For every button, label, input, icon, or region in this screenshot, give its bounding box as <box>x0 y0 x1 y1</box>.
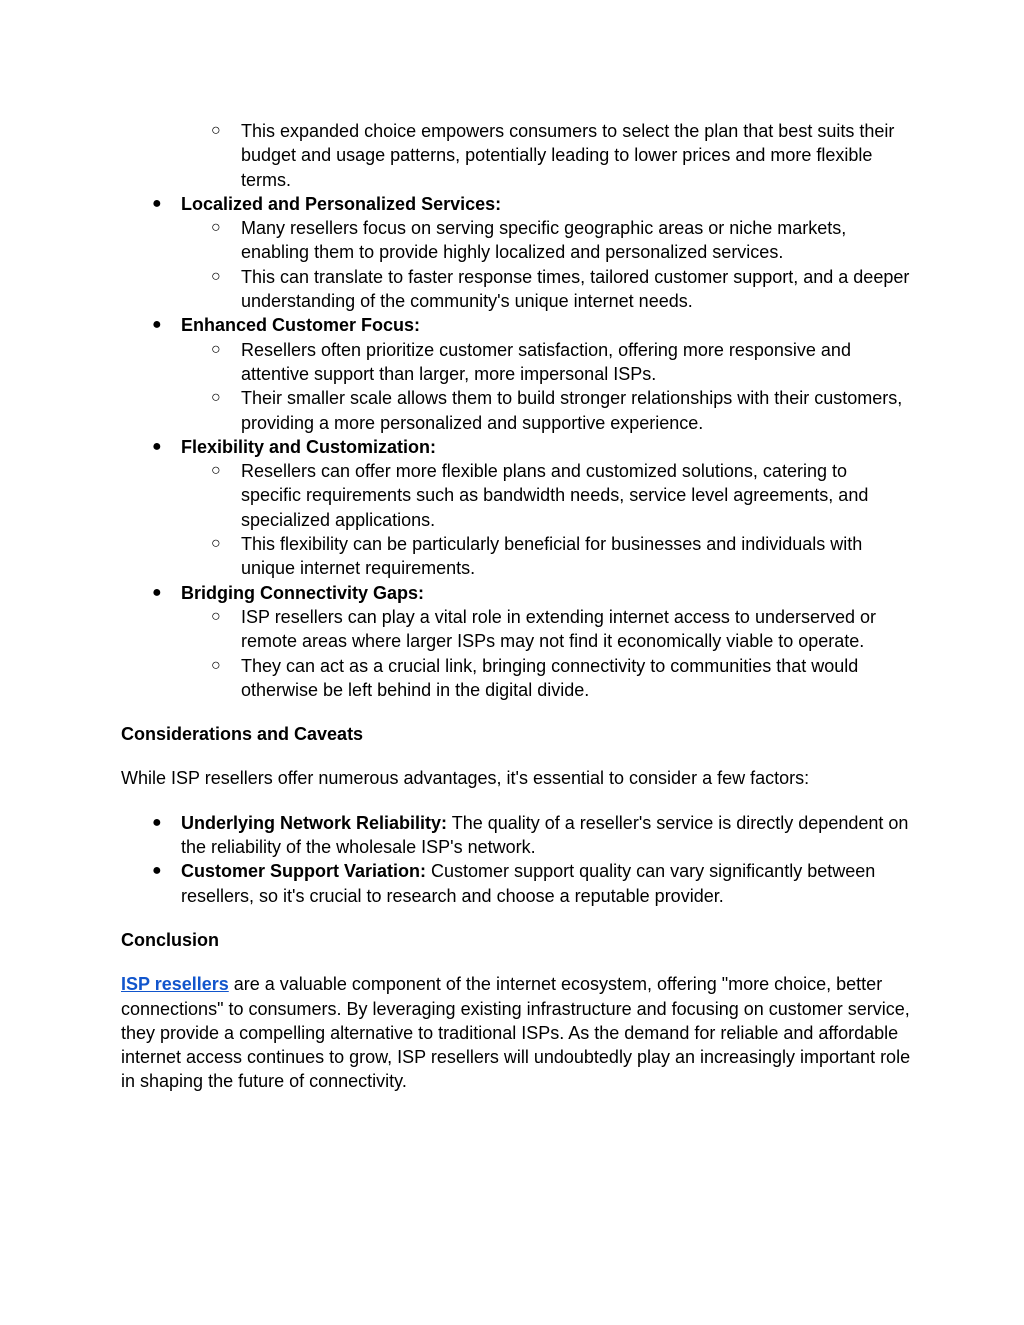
bullet-icon: ● <box>152 862 162 880</box>
benefit-title: Bridging Connectivity Gaps: <box>181 582 425 603</box>
conclusion-heading: Conclusion <box>121 929 219 950</box>
list-item <box>121 386 911 435</box>
bullet-icon: ● <box>152 813 162 831</box>
list-item <box>121 216 911 265</box>
list-item-text: This can translate to faster response times, tailored customer support, and a deeper understanding of the community's unique internet needs. <box>241 266 910 312</box>
hollow-bullet-icon: ○ <box>211 122 221 139</box>
benefit-title: Flexibility and Customization: <box>181 436 437 457</box>
list-item-text: Their smaller scale allows them to build stronger relationships with their customers, providing a more personalized and supportive experience. <box>241 388 903 433</box>
list-item <box>121 338 911 387</box>
benefit-title: Enhanced Customer Focus: <box>181 315 421 336</box>
hollow-bullet-icon: ○ <box>211 607 221 625</box>
considerations-intro: While ISP resellers offer numerous advantages, it's essential to consider a few factors: <box>121 768 810 789</box>
hollow-bullet-icon: ○ <box>211 656 221 674</box>
benefit-item <box>121 435 911 459</box>
list-item-text: Resellers can offer more flexible plans and customized solutions, catering to specific requirements such as bandwidth needs, service level agreements, and specialized applications. <box>241 461 869 530</box>
consideration-item <box>121 811 911 860</box>
list-item <box>121 459 911 532</box>
hollow-bullet-icon: ○ <box>211 219 221 237</box>
list-item-text: Many resellers focus on serving specific geographic areas or niche markets, enabling them to provide highly localized and personalized services. <box>241 218 847 263</box>
hollow-bullet-icon: ○ <box>211 535 221 553</box>
considerations-heading: Considerations and Caveats <box>121 724 364 745</box>
hollow-bullet-icon: ○ <box>211 462 221 480</box>
bullet-icon: ● <box>152 437 162 455</box>
benefit-item <box>121 313 911 337</box>
list-item <box>121 532 911 581</box>
list-item-text: ISP resellers can play a vital role in extending internet access to underserved or remote areas where larger ISPs may not find it economically viable to operate. <box>241 606 877 652</box>
list-item <box>121 119 911 192</box>
bullet-icon: ● <box>152 583 162 601</box>
list-item-text: They can act as a crucial link, bringing connectivity to communities that would otherwise be left behind in the digital divide. <box>241 655 859 700</box>
conclusion-paragraph <box>121 972 911 1093</box>
benefit-item <box>121 581 911 605</box>
consideration-item <box>121 859 911 908</box>
isp-resellers-link[interactable]: ISP resellers <box>121 974 229 995</box>
intro-sublist <box>121 119 911 192</box>
consideration-title: Underlying Network Reliability: <box>181 812 448 833</box>
consideration-title: Customer Support Variation: <box>181 861 427 882</box>
document-page <box>121 119 911 1094</box>
consideration-text: The quality of a reseller's service is directly dependent on the reliability of the wholesale ISP's network. <box>181 812 909 858</box>
consideration-text: Customer support quality can vary significantly between resellers, so it's crucial to research and choose a reputable provider. <box>181 861 876 906</box>
list-item <box>121 605 911 654</box>
benefit-item <box>121 192 911 216</box>
list-item-text: This flexibility can be particularly beneficial for businesses and individuals with unique internet requirements. <box>241 534 863 579</box>
list-item <box>121 265 911 314</box>
list-item <box>121 654 911 703</box>
hollow-bullet-icon: ○ <box>211 340 221 358</box>
bullet-icon: ● <box>152 194 162 212</box>
benefit-title: Localized and Personalized Services: <box>181 193 502 214</box>
list-item-text: This expanded choice empowers consumers to select the plan that best suits their budget and usage patterns, potentially leading to lower prices and more flexible terms. <box>241 121 895 190</box>
hollow-bullet-icon: ○ <box>211 267 221 285</box>
bullet-icon: ● <box>152 316 162 334</box>
considerations-list <box>121 811 911 908</box>
list-item-text: Resellers often prioritize customer satisfaction, offering more responsive and attentive support than larger, more impersonal ISPs. <box>241 339 851 384</box>
benefits-list <box>121 192 911 702</box>
hollow-bullet-icon: ○ <box>211 389 221 407</box>
conclusion-body: are a valuable component of the internet ecosystem, offering "more choice, better connections" to consumers. By leveraging existing infrastructure and focusing on customer service, they provide a compelling alternative to traditional ISPs. As the demand for reliable and affordable internet access continues to grow, ISP resellers will undoubtedly play an increasingly important role in shaping the future of connectivity. <box>121 974 911 1092</box>
